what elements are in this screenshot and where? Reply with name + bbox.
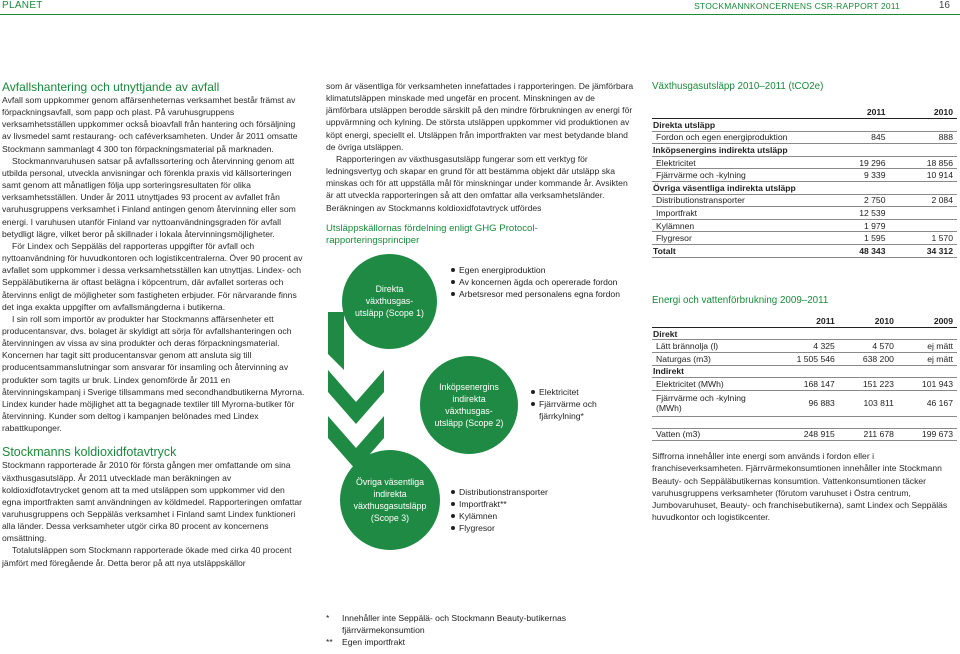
diagram-title: Utsläppskällornas fördelning enligt GHG Protocol-rapporteringsprinciper (326, 222, 538, 247)
scope3-list (450, 486, 630, 534)
waste-paragraph-2: Stockmannvaruhusen satsar på avfallssortering och återvinning genom att utbilda personal, utveckla anvisningar och förenkla praxis vid källsorteringen samt genom att månatligen följa upp sorteringsresultaten för olika verksamhetsställen. Under år 2011 utnyttjades 93 procent av avfallet från varuhusgruppens verksamhet i Finland antingen genom återvinning eller som energi. I varuhusen utanför Finland var nyttoanvändningsgraden för avfall betydligt lägre, vilket beror på skillnader i lokala återvinningsmöjligheter. (2, 155, 296, 239)
table-row: Fordon och egen energiproduktion 845 888 (652, 131, 957, 144)
table-row: Distributionstransporter 2 750 2 084 (652, 194, 957, 207)
scope3-circle: Övriga väsentliga indirekta växthusgasutsläpp (Scope 3) (340, 450, 440, 550)
scope2-item: Elektricitet (530, 386, 630, 398)
energy-note: Siffrorna innehåller inte energi som används i fordon eller i franchiseverksamheten. Fjärrvärmekonsumtionen innehåller inte Stockmann Beauty- och Seppäläbutikernas konsumtion. Vattenkonsumtionen täcker varuhusgruppens verksamheter (förutom varuhuset i Östra centrum, Jumbovaruhuset, Beauty- och franchisebutikerna), samt Lindex och Seppäläs huvudkontor och logistikcenter. (652, 451, 948, 523)
ghg-table-title: Växthusgasutsläpp 2010–2011 (tCO2e) (652, 81, 824, 92)
table-row: Vatten (m3) 248 915 211 678 199 673 (652, 428, 957, 441)
table-subheading: Övriga väsentliga indirekta utsläpp (652, 182, 957, 195)
scope2-item: Fjärrvärme och fjärrkylning* (530, 398, 630, 422)
year-header: 2011 (768, 315, 839, 328)
scope2-circle: Inköpsenergins indirekta växthusgas-utsläpp (Scope 2) (420, 356, 518, 454)
year-header: 2009 (898, 315, 957, 328)
waste-heading: Avfallshantering och utnyttjande av avfall (2, 80, 220, 94)
scope3-item: Kylämnen (450, 510, 630, 522)
year-header: 2010 (890, 106, 958, 119)
mid-paragraph-2: Rapporteringen av växthusgasutsläpp fungerar som ett verktyg för ledningsvertyg och skapar en grund för att bestämma objekt där utsläpp ska minskas och för att uppställa mål för minskningar under kommande år. Avsikten är att utveckla rapporteringen så att den omfattar alla verksamhetsländer. Beräkningen av Stockmanns koldioxidfotavtryck utfördes (326, 153, 628, 213)
footnote: * Innehåller inte Seppälä- och Stockmann Beauty-butikernas fjärrvärmekonsumtion (326, 613, 567, 635)
scope3-item: Importfrakt** (450, 498, 630, 510)
waste-paragraph-4: I sin roll som importör av produkter har Stockmanns affärsenheter ett producentansvar, dvs. bolaget är skyldigt att sörja för avfallshanteringen och återvinningen av vissa av sina produkter och deras förpackningsmaterial. Koncernen har tagit sitt producentansvar genom att ansluta sig till producentsammanslutningar som ansvarar för insamling och återvinning av produkter som tagits ur bruk. Lindex genomförde år 2011 en återvinningskampanj i Sverige tillsammans med secondhandbutikerna Myrorna. Lindex kunder hade möjlighet att ta begagnade textiler till Myrorna-butiker för återvinning. Kunder som deltog i kampanjen belönades med Lindex rabattkuponger. (2, 313, 305, 434)
co2-heading: Stockmanns koldioxidfotavtryck (2, 445, 177, 460)
table-row: Elektricitet 19 296 18 856 (652, 156, 957, 169)
scope1-item: Egen energiproduktion (450, 264, 630, 276)
year-header: 2010 (839, 315, 898, 328)
column-right (652, 80, 957, 523)
waste-paragraph-1: Avfall som uppkommer genom affärsenheternas verksamhet består främst av förpackningsavfall, som papp och plast. På varuhusgruppens verksamhetsställen uppkommer också bioavfall från hantering och försäljning av livsmedel samt restaurang- och caféverksamheten. Under år 2011 omsatte Stockmann sammanlagt 4 300 ton förpackningsmaterial på marknaden. (2, 95, 298, 154)
table-row: Flygresor 1 595 1 570 (652, 232, 957, 245)
spacer-row (652, 416, 957, 428)
table-row: Importfrakt 12 539 (652, 207, 957, 220)
column-middle (326, 80, 636, 552)
year-header: 2011 (822, 106, 890, 119)
scope1-item: Arbetsresor med personalens egna fordon (450, 288, 630, 300)
table-row: Kylämnen 1 979 (652, 219, 957, 232)
table-header-row (652, 315, 957, 328)
header-rule (0, 14, 960, 15)
column-left (2, 80, 305, 569)
scope3-item: Flygresor (450, 522, 630, 534)
footnote: ** Egen importfrakt (326, 637, 406, 647)
ghg-table (652, 106, 957, 258)
energy-table (652, 315, 957, 442)
page-header (0, 0, 960, 14)
table-row: Fjärrvärme och -kylning 9 339 10 914 (652, 169, 957, 182)
table-subheading: Direkt (652, 327, 957, 340)
table-row: Naturgas (m3) 1 505 546 638 200 ej mätt (652, 352, 957, 365)
report-title: STOCKMANNKONCERNENS CSR-RAPPORT 2011 (694, 1, 900, 11)
footnotes (326, 612, 636, 648)
co2-paragraph-2: Totalutsläppen som Stockmann rapporterade ökade med cirka 40 procent jämfört med föregående år. Detta beror på att nya utsläppskällor (2, 545, 292, 568)
waste-paragraph-3: För Lindex och Seppäläs del rapporteras uppgifter för avfall och nyttoanvändning för huvudkontoren och logistikcentralerna. Över 90 procent av avfallet som uppkommer i dessa verksamhetsställen kan utnyttjas. Lindex- och Seppäläbutikerna är oftast belägna i köpcentrum, där avfallet sorteras och återvinns enligt de möjligheter som fastigheten erbjuder. För närvarande finns det inga exakta uppgifter om avfallsmängderna i butikerna. (2, 240, 303, 312)
scope1-circle: Direkta växthusgas-utsläpp (Scope 1) (342, 254, 437, 349)
scope1-item: Av koncernen ägda och opererade fordon (450, 276, 630, 288)
table-row: Lätt brännolja (l) 4 325 4 570 ej mätt (652, 340, 957, 353)
energy-table-title: Energi och vattenförbrukning 2009–2011 (652, 294, 829, 306)
table-subheading: Inköpsenergins indirekta utsläpp (652, 144, 957, 157)
scope2-list (530, 386, 630, 422)
table-header-row (652, 106, 957, 119)
mid-paragraph-1: som är väsentliga för verksamheten innefattades i rapporteringen. De jämförbara klimatutsläppen minskade med ungefär en procent. Minskningen av de jämförbara utsläppen berodde särskilt på den mindre förbrukningen av energi för uppvärmning och kylning. De största utsläppen uppkommer vid produktionen av köpt energi, speciellt el. Utsläppen från importfrakten var mest betydande bland de övriga utsläppen. (326, 81, 634, 152)
table-row: Fjärrvärme och -kylning (MWh) 96 883 103 811 46 167 (652, 390, 957, 416)
table-subheading: Direkta utsläpp (652, 119, 957, 132)
scope3-item: Distributionstransporter (450, 486, 630, 498)
table-subheading: Indirekt (652, 365, 957, 378)
table-row: Elektricitet (MWh) 168 147 151 223 101 943 (652, 378, 957, 391)
section-title: PLANET (2, 0, 43, 11)
page-number: 16 (938, 0, 950, 11)
scope1-list (450, 264, 630, 300)
scope-diagram (326, 254, 636, 552)
co2-paragraph-1: Stockmann rapporterade år 2010 för första gången mer omfattande om sina växthusgasutsläpp. År 2011 utvecklade man beräkningen av koldioxidfotavtrycket genom att ta med utsläppen som uppkommer vid den egna importfrakten samt användningen av köldmedel. Rapporteringen omfattar varuhusgruppens och Seppäläs verksamhet i Finland samt Lindex funktioneri alla länder. Dessa verksamheter utgör cirka 80 procent av koncernens omsättning. (2, 460, 303, 544)
total-row: Totalt 48 343 34 312 (652, 245, 957, 258)
